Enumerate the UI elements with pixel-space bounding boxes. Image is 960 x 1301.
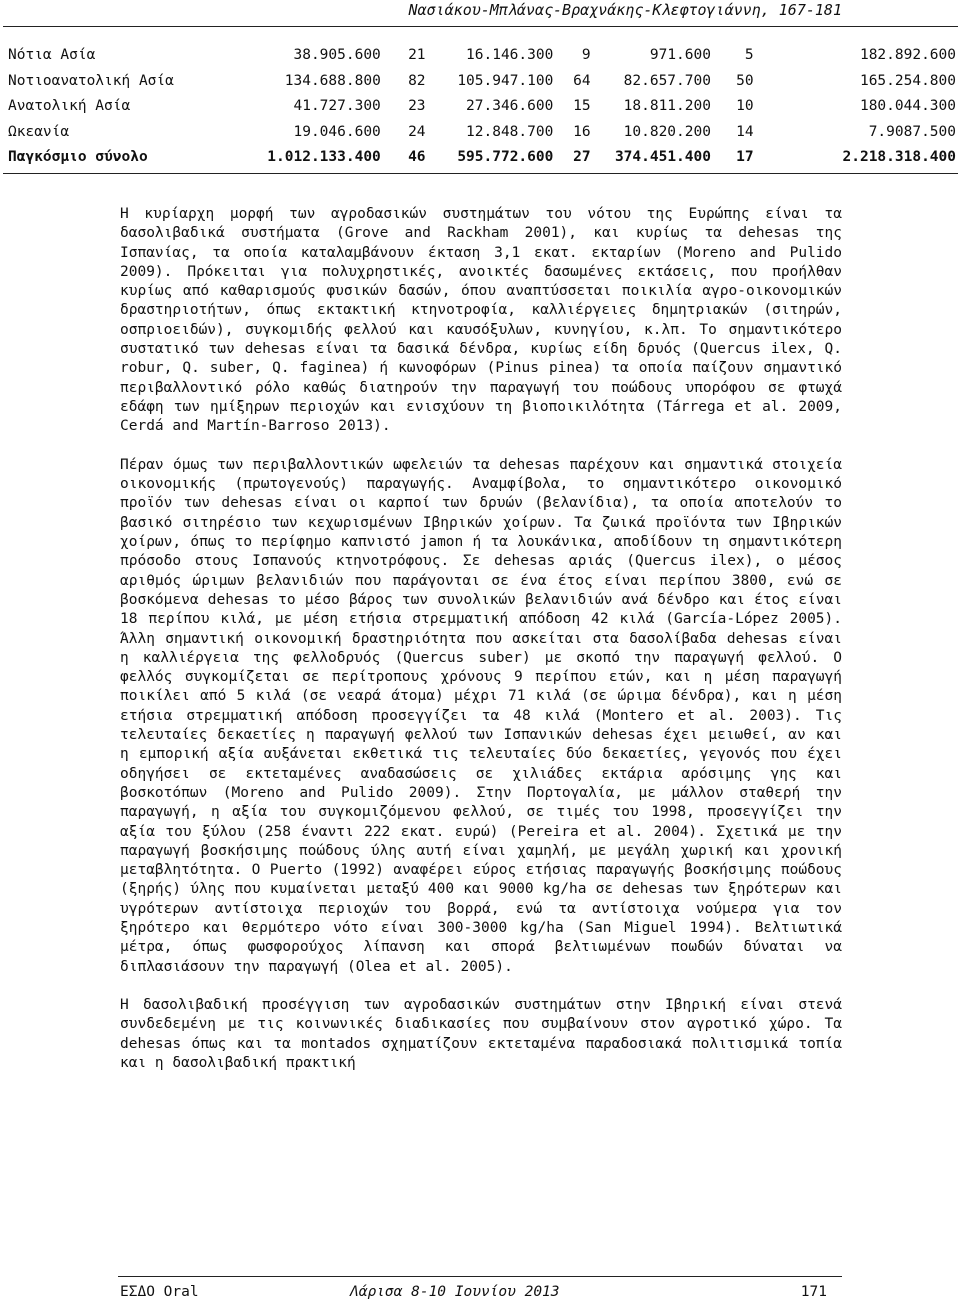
table-cell: 165.254.800 (859, 72, 956, 89)
table-cell: Παγκόσμιο σύνολο (8, 149, 148, 165)
body-text (120, 205, 842, 1093)
table-cell: 182.892.600 (859, 47, 956, 63)
table-cell: 12.848.700 (466, 123, 554, 140)
table-cell: 134.688.800 (284, 72, 381, 89)
table-cell: 7.9087.500 (868, 123, 956, 140)
paragraph: Η κυρίαρχη μορφή των αγροδασικών συστημάτων του νότου της Ευρώπης είναι τα δασολιβαδικά συστήματα (Grove and Rackham 2001), και κυρίως τα dehesas της Ισπανίας, τα οποία καταλαμβάνουν έκταση 3,1 εκατ. εκταρίων (Moreno and Pulido 2009). Πρόκειται για πολυχρηστικές, ανοικτές δασωμένες εκτάσεις, που προήλθαν κυρίως από καθαρισμούς φυσικών δασών, όπου αναπτύσσεται ποικιλία αγρο-οικονομικών δραστηριοτήτων, όπως εκτακτική κτηνοτροφία, καλλιέργειες δημητριακών (σιτηρών, οσπριοειδών), συγκομιδής φελλού και καυσόξυλων, κυνηγίου, κ.λπ. Το σημαντικότερο συστατικό των dehesas είναι τα δασικά δένδρα, κυρίως είδη δρυός (Quercus ilex, Q. robur, Q. suber, Q. faginea) ή κωνοφόρων (Pinus pinea) τα οποία παίζουν σημαντικό περιβαλλοντικό ρόλο καθώς διατηρούν την παραγωγή του ποώδους υπορόφου σε φτωχά εδάφη των ημίξηρων περιοχών και ενισχύουν τη βιοποικιλότητα (Tárrega et al. 2009, Cerdá and Martín-Barroso 2013). (120, 206, 842, 435)
table-cell: 180.044.300 (859, 98, 956, 114)
table-cell: 19.046.600 (293, 123, 381, 140)
table-cell: 16.146.300 (466, 47, 554, 63)
header-divider (3, 26, 958, 27)
table-cell: 1.012.133.400 (267, 149, 381, 165)
table-cell: 17 (736, 149, 754, 165)
table-cell: 10.820.200 (623, 123, 711, 140)
table-cell: 18.811.200 (623, 98, 711, 114)
table-cell: 105.947.100 (457, 72, 554, 89)
table-cell: 5 (744, 47, 754, 63)
table-cell: 9 (581, 47, 591, 63)
table-cell: 374.451.400 (614, 149, 711, 165)
table-cell: Ανατολική Ασία (8, 98, 131, 114)
paragraph: Η δασολιβαδική προσέγγιση των αγροδασικών συστημάτων στην Ιβηρική είναι στενά συνδεδεμένη με τις κοινωνικές διαδικασίες που συμβαίνουν στον αγροτικό χώρο. Τα dehesas όπως και τα montados σχηματίζουν εκτεταμένα παραδοσιακά πολιτισμικά τοπία και η δασολιβαδική πρακτική (120, 997, 842, 1072)
table-cell: 15 (573, 98, 591, 114)
table-cell: 21 (408, 47, 426, 63)
table-cell: 46 (408, 149, 426, 165)
table-cell: 64 (573, 72, 591, 89)
footer-location-date: Λάρισα 8-10 Ιουνίου 2013 (350, 1284, 560, 1300)
table-cell: 2.218.318.400 (842, 149, 956, 165)
table-cell: 971.600 (649, 47, 711, 63)
table-cell: 23 (408, 98, 426, 114)
table-cell: 41.727.300 (293, 98, 381, 114)
table-cell: 24 (408, 123, 426, 140)
table-bottom-rule (3, 173, 958, 174)
table-cell: 14 (736, 123, 754, 140)
table-row (8, 120, 956, 146)
table-cell: 595.772.600 (457, 149, 554, 165)
table-row (8, 94, 956, 120)
table-total-row (8, 145, 956, 171)
running-header: Νασιάκου-Μπλάνας-Βραχνάκης-Κλεφτογιάννη, 167-181 (408, 1, 842, 19)
table-row (8, 69, 956, 95)
table-cell: Νότια Ασία (8, 47, 96, 63)
data-table (8, 43, 956, 171)
table-row (8, 43, 956, 69)
table-cell: 38.905.600 (293, 47, 381, 63)
table-cell: 82.657.700 (623, 72, 711, 89)
footer-venue: ΕΣΔΟ Oral (120, 1284, 199, 1300)
table-cell: 27.346.600 (466, 98, 554, 114)
table-cell: Ωκεανία (8, 123, 70, 140)
table-cell: 50 (736, 72, 754, 89)
table-cell: Νοτιοανατολική Ασία (8, 72, 174, 89)
table-cell: 16 (573, 123, 591, 140)
footer-divider (118, 1276, 842, 1277)
table-cell: 27 (573, 149, 591, 165)
paragraph: Πέραν όμως των περιβαλλοντικών ωφελειών τα dehesas παρέχουν και σημαντικά στοιχεία οικονομικής (πρωτογενούς) παραγωγής. Αναμφίβολα, το σημαντικότερο οικονομικό προϊόν των dehesas είναι οι καρποί των δρυών (βελανίδια), τα οποία αποτελούν το βασικό σιτηρέσιο των κεχωρισμένων Ιβηρικών χοίρων. Τα ζωικά προϊόντα των Ιβηρικών χοίρων, όπως το περίφημο καπνιστό jamon ή τα λουκάνικα, αποδίδουν τη σημαντικότερη πρόσοδο στους Ισπανούς κτηνοτρόφους. Σε dehesas αριάς (Quercus ilex), ο μέσος αριθμός ώριμων βελανιδιών που παράγονται σε ένα έτος είναι περίπου 3800, ενώ σε βοσκόμενα dehesas το μέσο βάρος των συνολικών βελανιδιών ανά δένδρο και έτος είναι 18 περίπου κιλά, με μέση ετήσια στρεμματική απόδοση 42 κιλά (García-López 2005). Άλλη σημαντική οικονομική δραστηριότητα που ασκείται στα δασολίβαδα dehesas είναι η καλλιέργεια της φελλοδρυός (Quercus suber) με σκοπό την παραγωγή φελλού. Ο φελλός συγκομίζεται σε περίτροπους χρόνους 9 περίπου ετών, και η μέση παραγωγή ποικίλει από 5 κιλά (σε νεαρά άτομα) μέχρι 71 κιλά (σε ώριμα δένδρα), και η μέση ετήσια στρεμματική απόδοση προσεγγίζει τα 48 κιλά (Montero et al. 2003). Τις τελευταίες δεκαετίες η παραγωγή φελλού των Ισπανικών dehesas έχει μειωθεί, αν και η εμπορική αξία αυξάνεται εκθετικά τις τελευταίες δύο δεκαετίες, γεγονός που έχει οδηγήσει σε εκτεταμένες αναδασώσεις σε χιλιάδες εκτάρια αρόσιμης γης και βοσκοτόπων (Moreno and Pulido 2009). Στην Πορτογαλία, με μάλλον σταθερή την παραγωγή, η αξία του συγκομιζόμενου φελλού, σε τιμές του 1998, προσεγγίζει την αξία του ξύλου (258 έναντι 222 εκατ. ευρώ) (Pereira et al. 2004). Σχετικά με την παραγωγή βοσκήσιμης ποώδους ύλης αυτή είναι χαμηλή, με μεγάλη χωρική και χρονική μεταβλητότητα. Ο Puerto (1992) αναφέρει εύρος ετήσιας παραγωγής βοσκήσιμης ποώδους (ξηρής) ύλης που κυμαίνεται μεταξύ 400 και 9000 kg/ha σε dehesas των ξηρότερων και υγρότερων αντίστοιχα περιοχών του βορρά, ενώ τα αντίστοιχα νούμερα για τον ξηρότερο και θερμότερο νότο είναι 300-3000 kg/ha (San Miguel 1994). Βελτιωτικά μέτρα, όπως φωσφορούχος λίπανση και σπορά βελτιωμένων ποωδών δύναται να διπλασιάσουν την παραγωγή (Olea et al. 2005). (120, 456, 842, 975)
table-cell: 82 (408, 72, 426, 89)
table-cell: 10 (736, 98, 754, 114)
page-number: 171 (800, 1284, 827, 1300)
